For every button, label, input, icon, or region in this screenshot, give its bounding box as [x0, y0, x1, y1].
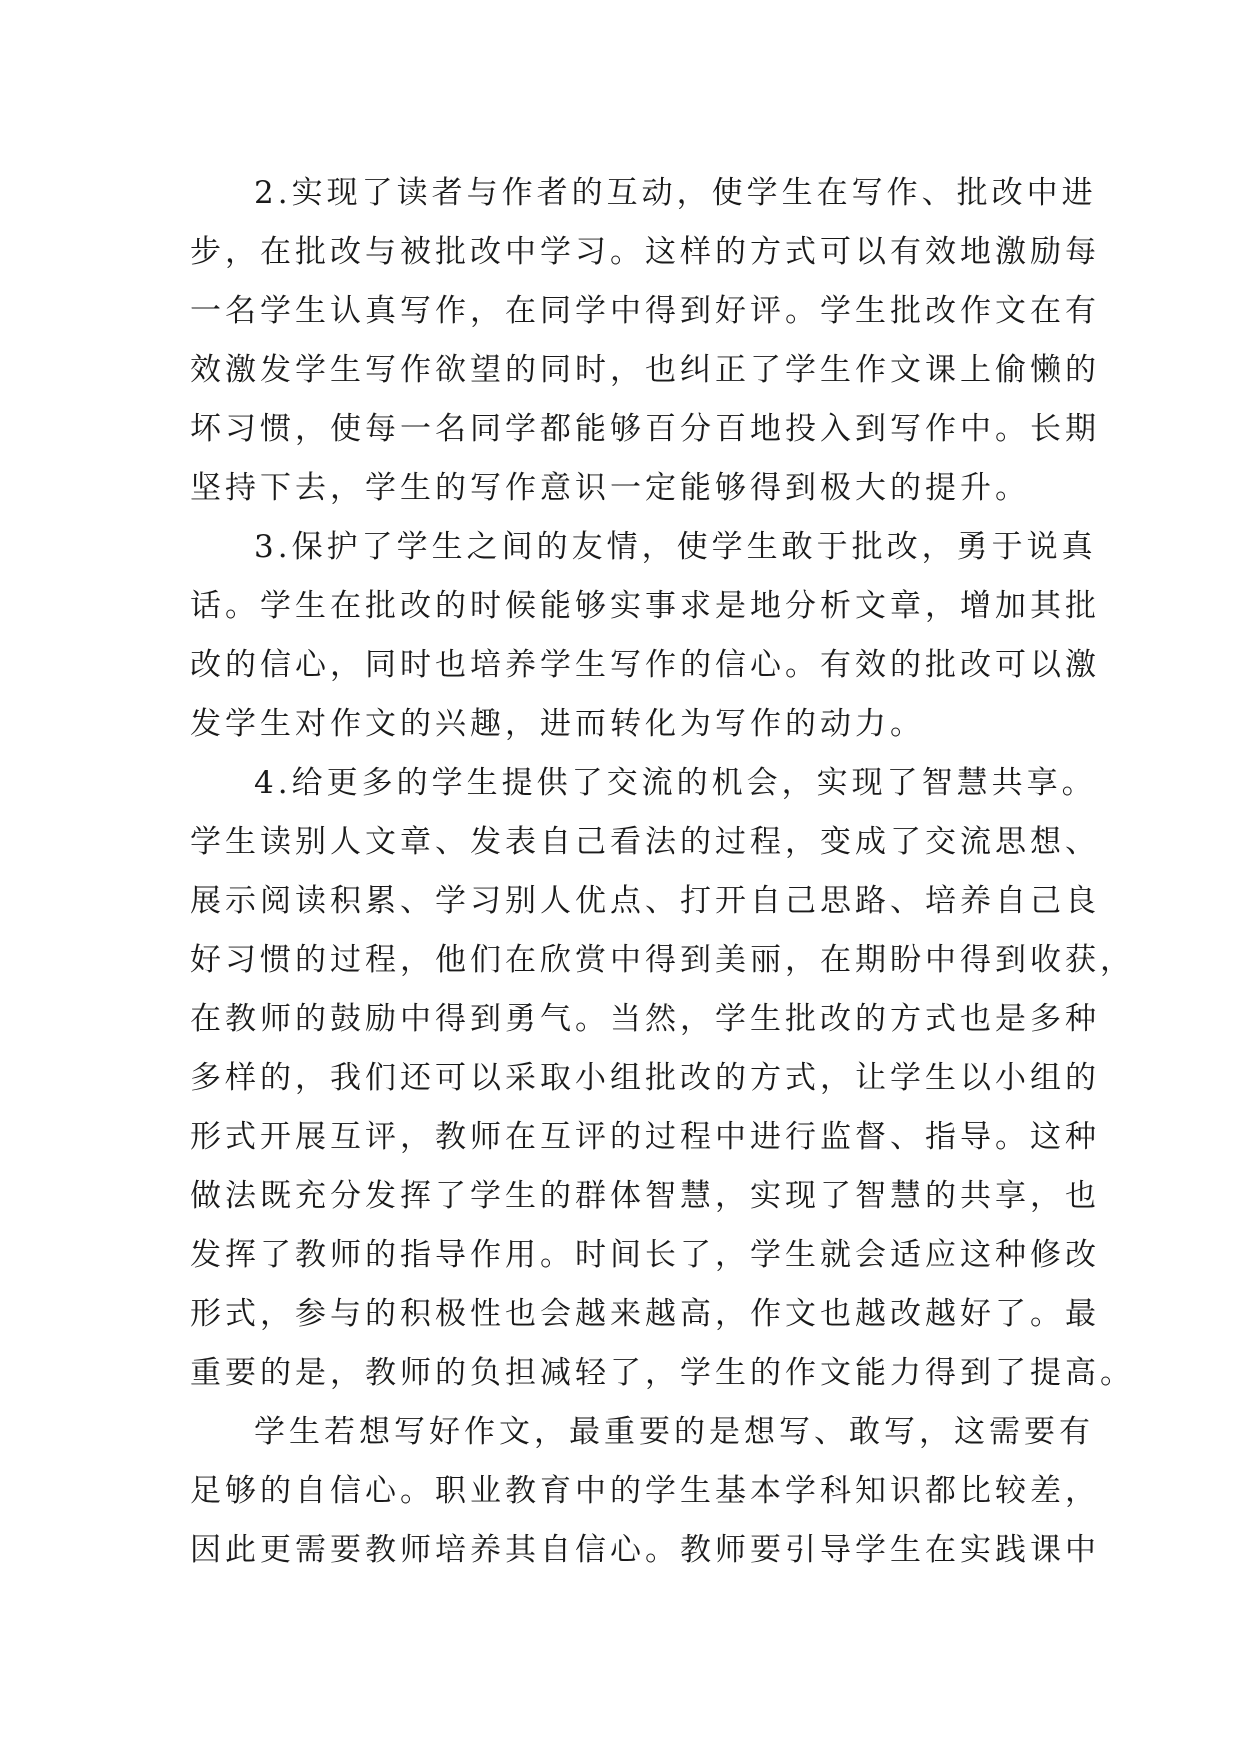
- text-line: 一名学生认真写作，在同学中得到好评。学生批改作文在有: [190, 293, 1100, 329]
- text-line: 形式，参与的积极性也会越来越高，作文也越改越好了。最: [190, 1296, 1100, 1332]
- paragraph-4: [190, 754, 1135, 1403]
- text-line: 做法既充分发挥了学生的群体智慧，实现了智慧的共享，也: [190, 1178, 1100, 1214]
- text-line: 多样的，我们还可以采取小组批改的方式，让学生以小组的: [190, 1060, 1100, 1096]
- text-line: 形式开展互评，教师在互评的过程中进行监督、指导。这种: [190, 1119, 1100, 1155]
- text-line: 发挥了教师的指导作用。时间长了，学生就会适应这种修改: [190, 1237, 1100, 1273]
- text-line: 步，在批改与被批改中学习。这样的方式可以有效地激励每: [190, 234, 1100, 270]
- text-line: 在教师的鼓励中得到勇气。当然，学生批改的方式也是多种: [190, 1001, 1100, 1037]
- text-line: 坚持下去，学生的写作意识一定能够得到极大的提升。: [190, 470, 1030, 506]
- text-line: 重要的是，教师的负担减轻了，学生的作文能力得到了提高。: [190, 1355, 1135, 1391]
- text-line: 改的信心，同时也培养学生写作的信心。有效的批改可以激: [190, 647, 1100, 683]
- text-line: 好习惯的过程，他们在欣赏中得到美丽，在期盼中得到收获，: [190, 942, 1135, 978]
- text-line: 4.给更多的学生提供了交流的机会，实现了智慧共享。: [254, 765, 1097, 801]
- text-line: 学生若想写好作文，最重要的是想写、敢写，这需要有: [254, 1414, 1094, 1450]
- text-line: 展示阅读积累、学习别人优点、打开自己思路、培养自己良: [190, 883, 1100, 919]
- text-line: 学生读别人文章、发表自己看法的过程，变成了交流思想、: [190, 824, 1100, 860]
- text-line: 因此更需要教师培养其自信心。教师要引导学生在实践课中: [190, 1532, 1100, 1568]
- text-line: 坏习惯，使每一名同学都能够百分百地投入到写作中。长期: [190, 411, 1100, 447]
- paragraph-3: [190, 518, 1100, 754]
- paragraph-2: [190, 164, 1100, 518]
- text-line: 3.保护了学生之间的友情，使学生敢于批改，勇于说真: [254, 529, 1097, 565]
- paragraph-closing: [190, 1403, 1100, 1580]
- text-line: 话。学生在批改的时候能够实事求是地分析文章，增加其批: [190, 588, 1100, 624]
- text-line: 2.实现了读者与作者的互动，使学生在写作、批改中进: [254, 175, 1097, 211]
- document-body: [190, 164, 1135, 1580]
- text-line: 效激发学生写作欲望的同时，也纠正了学生作文课上偷懒的: [190, 352, 1100, 388]
- text-line: 发学生对作文的兴趣，进而转化为写作的动力。: [190, 706, 925, 742]
- text-line: 足够的自信心。职业教育中的学生基本学科知识都比较差，: [190, 1473, 1100, 1509]
